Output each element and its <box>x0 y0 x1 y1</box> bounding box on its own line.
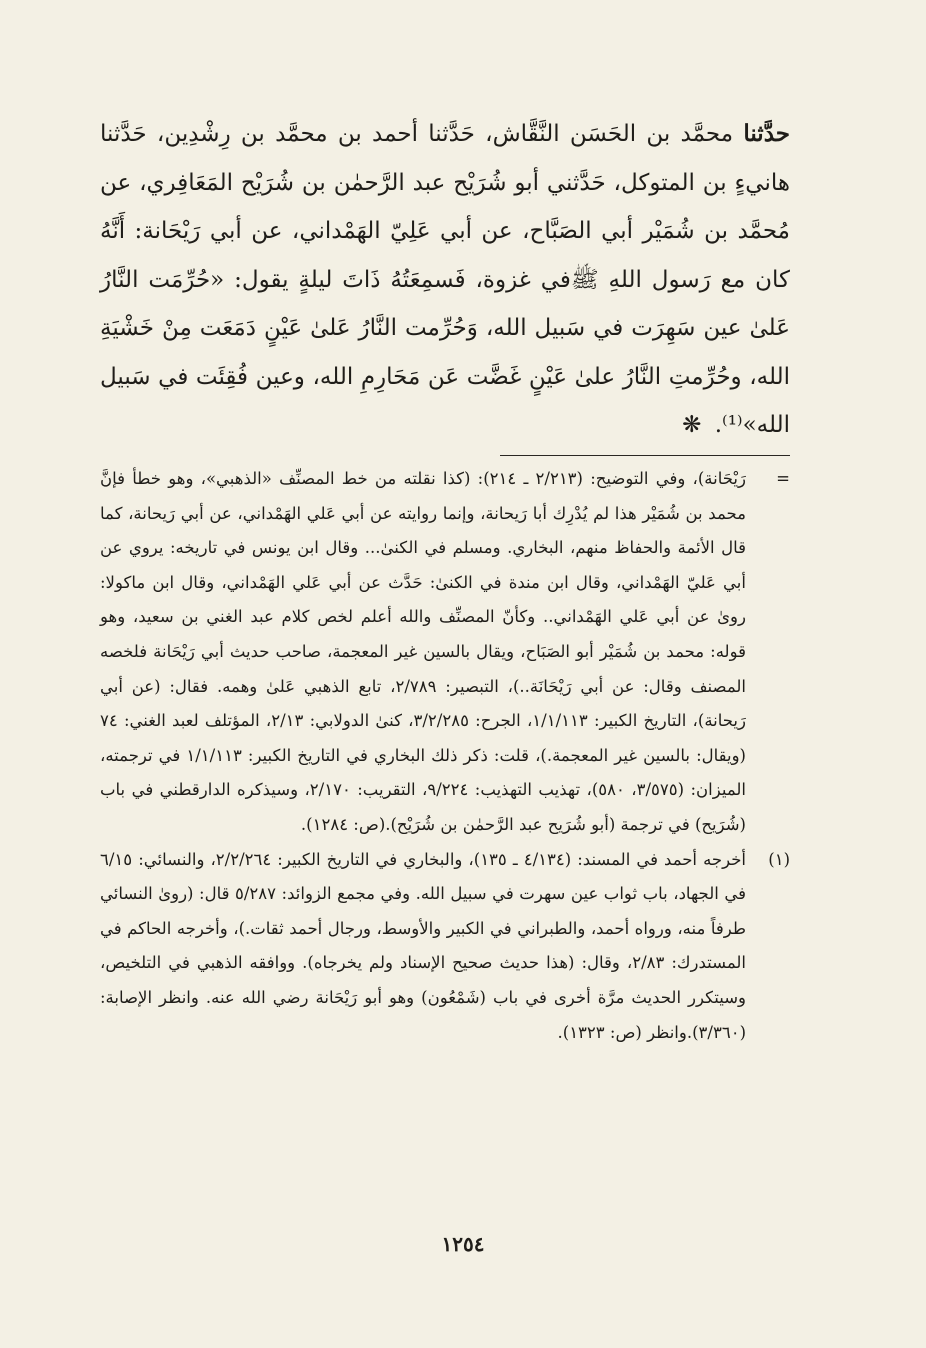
page-number: ١٢٥٤ <box>441 1232 485 1256</box>
footnote-number: (١) <box>768 849 790 869</box>
hadith-body: محمَّد بن الحَسَن النَّقَّاش، حَدَّثنا أحمد بن محمَّد بن رِشْدِين، حَدَّثنا هانيءٍ بن المتوكل، حَدَّثني أبو شُرَيْح عبد الرَّحمٰن بن شُرَيْح المَعَافِري، عن مُحمَّد بن شُمَيْر أبي الصَبَّاح، عن أبي عَلِيّ الهَمْداني، عن أبي رَيْحَانة: أَنَّهُ كان مع رَسول اللهِ ﷺفي غزوة، فَسمِعَتُهُ ذَاتَ ليلةٍ يقول: «حُرِّمَت النَّارُ عَلىٰ عين سَهِرَت في سَبيل الله، وَحُرِّمت النَّارُ عَلىٰ عَيْنٍ دَمَعَت مِنْ خَشْيَةِ الله، وحُرِّمتِ النَّارُ علىٰ عَيْنٍ غَضَّت عَن مَحَارِمِ الله، وعين فُقِئَت في سَبيل الله»⁽¹⁾. <box>100 121 790 438</box>
footnote-text: رَيْحَانة)، وفي التوضيح: (٢/٢١٣ ـ ٢١٤): (كذا نقلته من خط المصنِّف «الذهبي»، وهو خطأ فإنَّ محمد بن شُمَيْر هذا لم يُدْرِك أبا رَيحانة، وإنما روايته عن أبي عَلي الهَمْداني، عن أبي رَيحانة، كما قال الأئمة والحفاظ منهم، البخاري. ومسلم في الكنىٰ... وقال ابن يونس في تاريخه: يروي عن أبي عَليّ الهَمْداني، وقال ابن مندة في الكنىٰ: حَدَّث عن أبي عَلي الهَمْداني، وقال ابن ماكولا: روىٰ عن أبي عَلي الهَمْداني.. وكأنّ المصنِّف والله أعلم لخص كلام عبد الغني بن سعيد، وهو قوله: محمد بن شُمَيْر أبو الصَبَاح، ويقال بالسين غير المعجمة، صاحب حديث أبي رَيْحَانة فلخصه المصنف وقال: عن أبي رَيْحَانَة..)، التبصير: ٢/٧٨٩، تابع الذهبي عَلىٰ وهمه. فقال: (عن أبي رَيحانة)، التاريخ الكبير: ١/١/١١٣، الجرح: ٣/٢/٢٨٥، كنىٰ الدولابي: ٢/١٣، المؤتلف لعبد الغني: ٧٤ (ويقال: بالسين غير المعجمة.)، قلت: ذكر ذلك البخاري في التاريخ الكبير: ١/١/١١٣ في ترجمته، الميزان: (٣/٥٧٥، ٥٨٠)، تهذيب التهذيب: ٩/٢٢٤، التقريب: ٢/١٧٠، وسيذكره الدارقطني في باب (شُرَيح) في ترجمة (أبو شُرَيح عبد الرَّحمٰن بن شُرَيْح).(ص: ١٢٨٤). <box>100 469 746 834</box>
footnote-1 <box>100 843 790 1051</box>
footnote-continued <box>100 462 790 843</box>
footnote-continuation-mark: = <box>776 469 790 488</box>
end-of-section-mark: ❋ <box>682 412 702 438</box>
footnotes <box>100 462 790 1050</box>
footnote-text: أخرجه أحمد في المسند: (٤/١٣٤ ـ ١٣٥)، والبخاري في التاريخ الكبير: ٢/٢/٢٦٤، والنسائي: ٦/١٥ في الجهاد، باب ثواب عين سهرت في سبيل الله. وفي مجمع الزوائد: ٥/٢٨٧ قال: (روىٰ النسائي طرفاً منه، ورواه أحمد، والطبراني في الكبير والأوسط، ورجال أحمد ثقات.)، وأخرجه الحاكم في المستدرك: ٢/٨٣، وقال: (هذا حديث صحيح الإسناد ولم يخرجاه). ووافقه الذهبي في التلخيص، وسيتكرر الحديث مرَّة أخرى في باب (شَمْعُون) وهو أبو رَيْحَانة رضي الله عنه. وانظر الإصابة: (٣/٣٦٠).وانظر (ص: ١٣٢٣). <box>100 849 747 1042</box>
hadith-lead-word: حدَّثنا <box>743 120 790 147</box>
footnote-separator <box>500 455 790 456</box>
main-hadith-text <box>100 110 790 450</box>
